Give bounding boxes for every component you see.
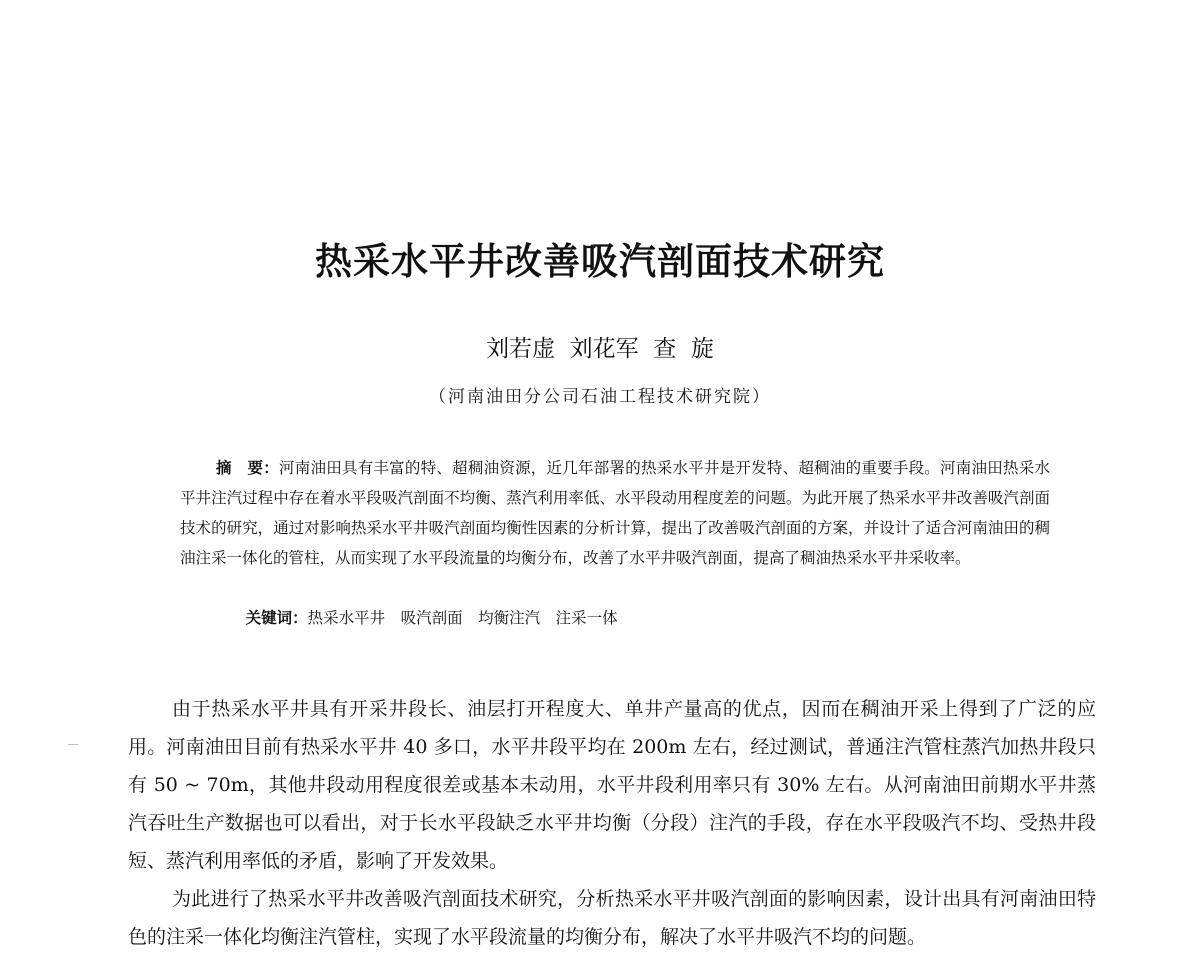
body-text-section [128,690,1096,956]
abstract-label: 摘 要： [216,459,279,477]
paper-title: 热采水平井改善吸汽剖面技术研究 [315,239,885,283]
margin-mark [68,744,78,745]
keywords-label: 关键词： [245,609,308,627]
abstract-text: 河南油田具有丰富的特、超稠油资源，近几年部署的热采水平井是开发特、超稠油的重要手段。河南油田热采水平井注汽过程中存在着水平段吸汽剖面不均衡、蒸汽利用率低、水平段动用程度差的问题。为此开展了热采水平井改善吸汽剖面技术的研究，通过对影响热采水平井吸汽剖面均衡性因素的分析计算，提出了改善吸汽剖面的方案，并设计了适合河南油田的稠油注采一体化的管柱，从而实现了水平段流量的均衡分布，改善了水平井吸汽剖面，提高了稠油热采水平井采收率。 [180,459,1050,567]
author-list: 刘若虚 刘花军 查 旋 [486,336,714,362]
abstract-section [180,453,1050,663]
keywords-line [180,573,1050,663]
body-paragraph-2: 为此进行了热采水平井改善吸汽剖面技术研究，分析热采水平井吸汽剖面的影响因素，设计出具有河南油田特色的注采一体化均衡注汽管柱，实现了水平段流量的均衡分布，解决了水平井吸汽不均的问题。 [128,888,1096,948]
author-affiliation: （河南油田分公司石油工程技术研究院） [429,387,771,407]
body-paragraph-1: 由于热采水平井具有开采井段长、油层打开程度大、单井产量高的优点，因而在稠油开采上得到了广泛的应用。河南油田目前有热采水平井 40 多口，水平井段平均在 200m 左右，经过测试，普通注汽管柱蒸汽加热井段只有 50 ~ 70m，其他井段动用程度很差或基本未动用，水平井段利用率只有 30% 左右。从河南油田前期水平井蒸汽吞吐生产数据也可以看出，对于长水平段缺乏水平井均衡（分段）注汽的手段，存在水平段吸汽不均、受热井段短、蒸汽利用率低的矛盾，影响了开发效果。 [128,698,1096,872]
abstract-paragraph [180,453,1050,573]
keywords-text: 热采水平井 吸汽剖面 均衡注汽 注采一体 [307,609,618,627]
